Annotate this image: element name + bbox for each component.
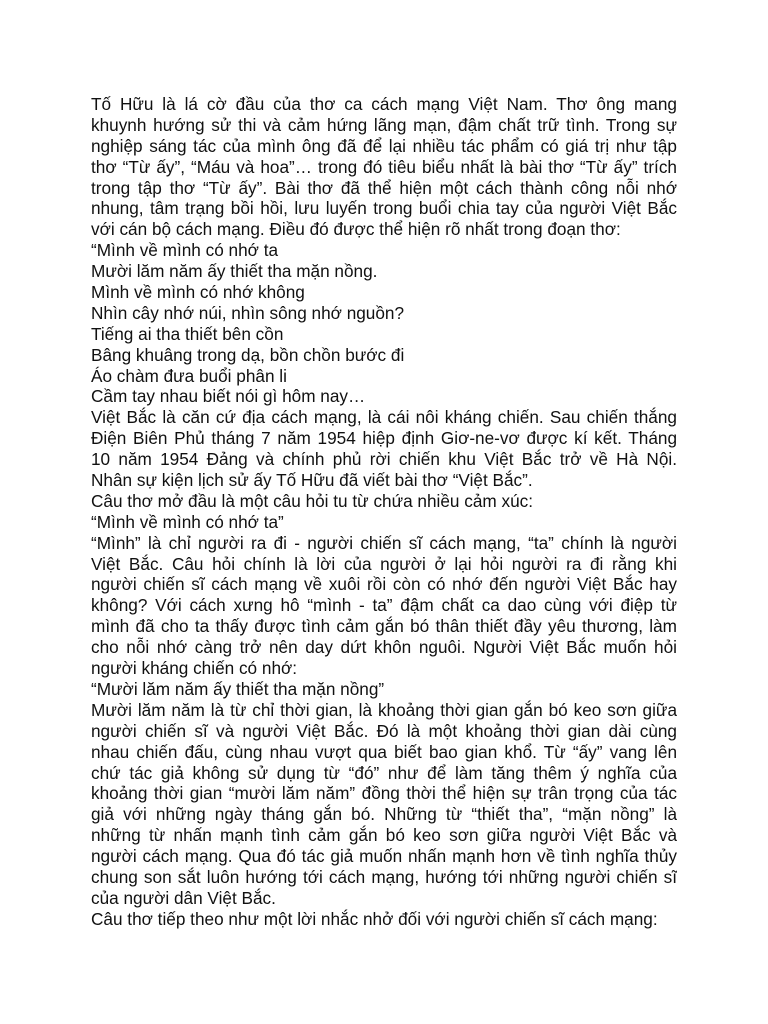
text-line: “Mười lăm năm ấy thiết tha mặn nồng” (91, 678, 385, 699)
text-line: Mình về mình có nhớ không (91, 282, 305, 303)
text-line: Cầm tay nhau biết nói gì hôm nay… (91, 386, 366, 407)
text-line: Việt Bắc. Câu hỏi chính là lời của người ở lại hỏi người ra đi rằng khi (91, 553, 677, 574)
text-line: Câu thơ mở đầu là một câu hỏi tu từ chứa nhiều cảm xúc: (91, 490, 534, 511)
text-line: người chiến sĩ và người Việt Bắc. Đó là một khoảng thời gian dài cùng (91, 720, 677, 741)
text-line: nhung, tâm trạng bồi hồi, lưu luyến trong buổi chia tay của người Việt Bắc (91, 198, 677, 219)
text-line: Mười lăm năm ấy thiết tha mặn nồng. (91, 261, 378, 282)
text-line: giả với những ngày tháng gắn bó. Những từ “thiết tha”, “mặn nồng” là (91, 804, 677, 825)
paragraph-text (91, 94, 677, 930)
text-line: chứ tác giả không sử dụng từ “đó” như để làm tăng thêm ý nghĩa của (91, 762, 677, 783)
text-line: những từ nhấn mạnh tình cảm gắn bó keo sơn giữa người Việt Bắc và (91, 825, 677, 846)
text-line: mình đã cho ta thấy được tình cảm gắn bó thân thiết đầy yêu thương, làm (91, 616, 677, 637)
text-line: Nhân sự kiện lịch sử ấy Tố Hữu đã viết bài thơ “Việt Bắc”. (91, 470, 533, 491)
text-line: “Mình về mình có nhớ ta” (91, 511, 284, 532)
text-line: của người dân Việt Bắc. (91, 887, 276, 908)
text-line: “Mình” là chỉ người ra đi - người chiến sĩ cách mạng, “ta” chính là người (91, 532, 677, 553)
text-line: Mười lăm năm là từ chỉ thời gian, là khoảng thời gian gắn bó keo sơn giữa (91, 699, 677, 720)
text-line: Tiếng ai tha thiết bên cồn (91, 323, 284, 344)
text-line: Bâng khuâng trong dạ, bồn chồn bước đi (91, 344, 405, 365)
text-line: 10 năm 1954 Đảng và chính phủ rời chiến khu Việt Bắc trở về Hà Nội. (91, 449, 677, 470)
text-line: nghiệp sáng tác của mình ông đã để lại nhiều tác phẩm có giá trị như tập (91, 135, 677, 156)
text-line: nhau chiến đấu, cùng nhau vượt qua biết bao gian khổ. Từ “ấy” vang lên (91, 741, 677, 762)
text-line: cho nỗi nhớ càng trở nên day dứt khôn nguôi. Người Việt Bắc muốn hỏi (91, 637, 677, 658)
text-line: Điện Biên Phủ tháng 7 năm 1954 hiệp định Giơ-ne-vơ được kí kết. Tháng (91, 428, 677, 449)
text-line: người chiến sĩ cách mạng về xuôi rồi còn có nhớ đến người Việt Bắc hay (91, 574, 677, 595)
text-line: Việt Bắc là căn cứ địa cách mạng, là cái nôi kháng chiến. Sau chiến thắng (91, 407, 677, 428)
text-line: Áo chàm đưa buổi phân li (91, 365, 287, 386)
text-line: “Mình về mình có nhớ ta (91, 240, 279, 261)
text-line: không? Với cách xưng hô “mình - ta” đậm chất ca dao cùng với điệp từ (91, 595, 677, 616)
text-line: khuynh hướng sử thi và cảm hứng lãng mạn, đậm chất trữ tình. Trong sự (91, 114, 677, 135)
text-line: với cán bộ cách mạng. Điều đó được thể hiện rõ nhất trong đoạn thơ: (91, 219, 621, 240)
text-line: người kháng chiến có nhớ: (91, 658, 298, 679)
text-line: Tố Hữu là lá cờ đầu của thơ ca cách mạng Việt Nam. Thơ ông mang (91, 94, 677, 114)
text-line: Câu thơ tiếp theo như một lời nhắc nhở đối với người chiến sĩ cách mạng: (91, 908, 658, 929)
text-line: thơ “Từ ấy”, “Máu và hoa”… trong đó tiêu biểu nhất là bài thơ “Từ ấy” trích (91, 156, 677, 177)
text-line: Nhìn cây nhớ núi, nhìn sông nhớ nguồn? (91, 302, 405, 323)
text-line: chung son sắt luôn hướng tới cách mạng, hướng tới những người chiến sĩ (91, 866, 677, 887)
document-body (91, 94, 677, 930)
text-line: người cách mạng. Qua đó tác giả muốn nhấn mạnh hơn về tình nghĩa thủy (91, 846, 677, 867)
text-line: trong tập thơ “Từ ấy”. Bài thơ đã thể hiện một cách thành công nỗi nhớ (91, 177, 677, 198)
text-line: khoảng thời gian “mười lăm năm” đồng thời thể hiện sự trân trọng của tác (91, 783, 677, 804)
